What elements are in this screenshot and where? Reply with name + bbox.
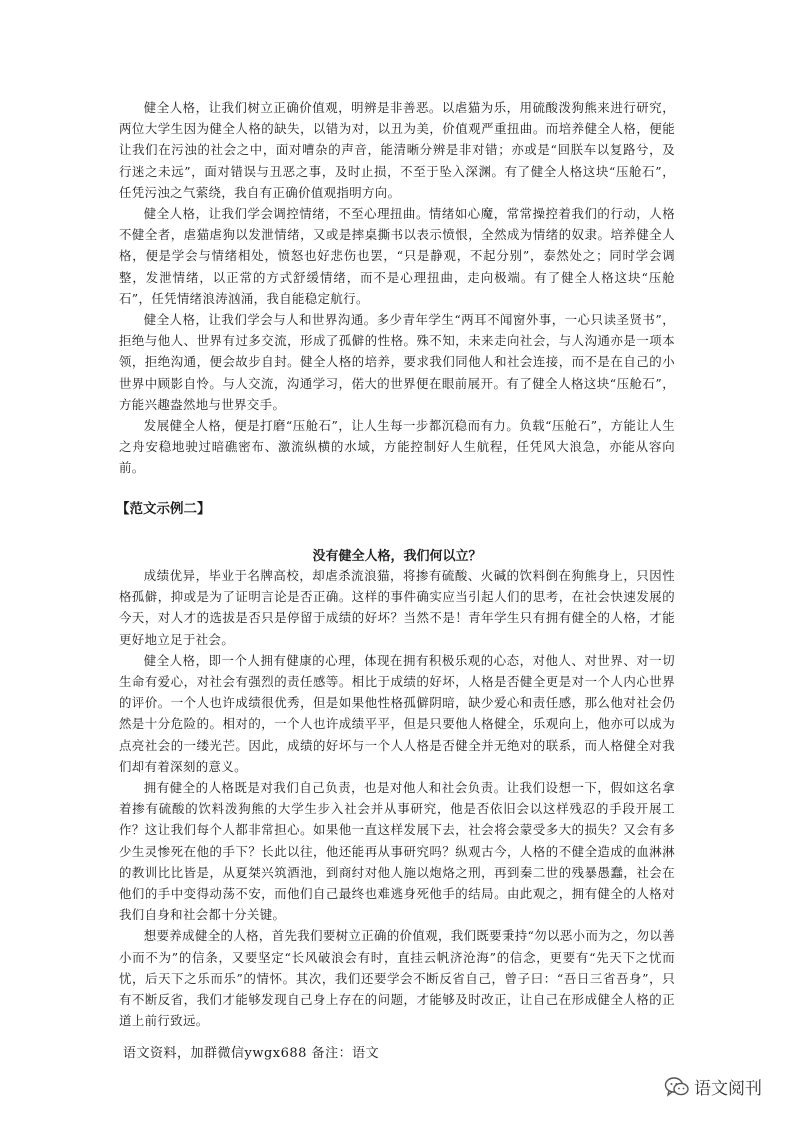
essay-one-paragraph: 发展健全人格，便是打磨“压舱石”，让人生每一步都沉稳而有力。负载“压舱石”，方能让人生之舟安稳地驶过暗礁密布、激流纵横的水域，方能控制好人生航程，任凭风大浪急，亦能从容向前。: [119, 418, 675, 476]
essay-one-paragraph: 健全人格，让我们学会与人和世界沟通。多少青年学生“两耳不闻窗外事，一心只读圣贤书”，拒绝与他人、世界有过多交流，形成了孤僻的性格。殊不知，未来走向社会，与人沟通亦是一项本领，拒绝沟通，便会故步自封。健全人格的培养，要求我们同他人和社会连接，而不是在自己的小世界中顾影自怜。与人交流，沟通学习，偌大的世界便在眼前展开。有了健全人格这块“压舱石”，方能兴趣盎然地与世界交手。: [119, 312, 675, 412]
watermark-text: 语文阅刊: [694, 1079, 762, 1099]
essay-one-paragraph: 健全人格，让我们树立正确价值观，明辨是非善恶。以虐猫为乐，用硫酸泼狗熊来进行研究，两位大学生因为健全人格的缺失，以错为对，以丑为美，价值观严重扭曲。而培养健全人格，便能让我们在污浊的社会之中，面对嘈杂的声音，能清晰分辨是非对错；亦或是“回朕车以复路兮，及行迷之未远”，面对错误与丑恶之事，及时止损，不至于坠入深渊。有了健全人格这块“压舱石”，任凭污浊之气萦绕，我自有正确价值观指明方向。: [119, 100, 675, 200]
essay-two-paragraph: 成绩优异，毕业于名牌高校，却虐杀流浪猫，将掺有硫酸、火碱的饮料倒在狗熊身上，只因性格孤僻，抑或是为了证明言论是否正确。这样的事件确实应当引起人们的思考，在社会快速发展的今天，对人才的选拔是否只是停留于成绩的好坏？当然不是！青年学生只有拥有健全的人格，才能更好地立足于社会。: [119, 568, 675, 647]
wechat-icon: [664, 1076, 690, 1098]
watermark: [664, 1074, 762, 1099]
section-heading: 【范文示例二】: [116, 501, 211, 517]
essay-two-paragraph: 健全人格，即一个人拥有健康的心理，体现在拥有积极乐观的心态，对他人、对世界、对一切生命有爱心，对社会有强烈的责任感等。相比于成绩的好坏，人格是否健全更是对一个人内心世界的评价。一个人也许成绩很优秀，但是如果他性格孤僻阴暗，缺少爱心和责任感，那么他对社会仍然是十分危险的。相对的，一个人也许成绩平平，但是只要他人格健全，乐观向上，他亦可以成为点亮社会的一缕光芒。因此，成绩的好坏与一个人人格是否健全并无绝对的联系，而人格健全对我们却有着深刻的意义。: [119, 652, 675, 774]
essay-two-paragraph: 想要养成健全的人格，首先我们要树立正确的价值观，我们既要秉持“勿以恶小而为之，勿以善小而不为”的信条，又要坚定“长风破浪会有时，直挂云帆济沧海”的信念，更要有“先天下之忧而忧，后天下之乐而乐”的情怀。其次，我们还要学会不断反省自己，曾子曰：“吾日三省吾身”，只有不断反省，我们才能够发现自己身上存在的问题，才能够及时改正，让自己在形成健全人格的正道上前行致远。: [119, 928, 675, 1029]
essay-two-body: [119, 565, 675, 1031]
footer-note: 语文资料，加群微信ywgx688 备注：语文: [123, 1046, 380, 1061]
essay-title: 没有健全人格，我们何以立？: [312, 549, 482, 564]
essay-one-body: [119, 97, 675, 479]
essay-one-paragraph: 健全人格，让我们学会调控情绪，不至心理扭曲。情绪如心魔，常常操控着我们的行动，人格不健全者，虐猫虐狗以发泄情绪，又或是摔桌撕书以表示愤恨，全然成为情绪的奴隶。培养健全人格，便是学会与情绪相处，愤怒也好悲伤也罢，“只是静观，不起分别”，泰然处之；同时学会调整，发泄情绪，以正常的方式舒缓情绪，而不是心理扭曲，走向极端。有了健全人格这块“压舱石”，任凭情绪浪涛汹涌，我自能稳定航行。: [119, 206, 675, 306]
essay-two-paragraph: 拥有健全的人格既是对我们自己负责，也是对他人和社会负责。让我们设想一下，假如这名拿着掺有硫酸的饮料泼狗熊的大学生步入社会并从事研究，他是否依旧会以这样残忍的手段开展工作？这让我们每个人都非常担心。如果他一直这样发展下去，社会将会蒙受多大的损失？又会有多少生灵惨死在他的手下？长此以往，他还能再从事研究吗？纵观古今，人格的不健全造成的血淋淋的教训比比皆是，从夏桀兴筑酒池，到商纣对他人施以炮烙之刑，再到秦二世的残暴愚蠢，社会在他们的手中变得动荡不安，而他们自己最终也难逃身死他手的结局。由此观之，拥有健全的人格对我们自身和社会都十分关键。: [119, 780, 675, 923]
